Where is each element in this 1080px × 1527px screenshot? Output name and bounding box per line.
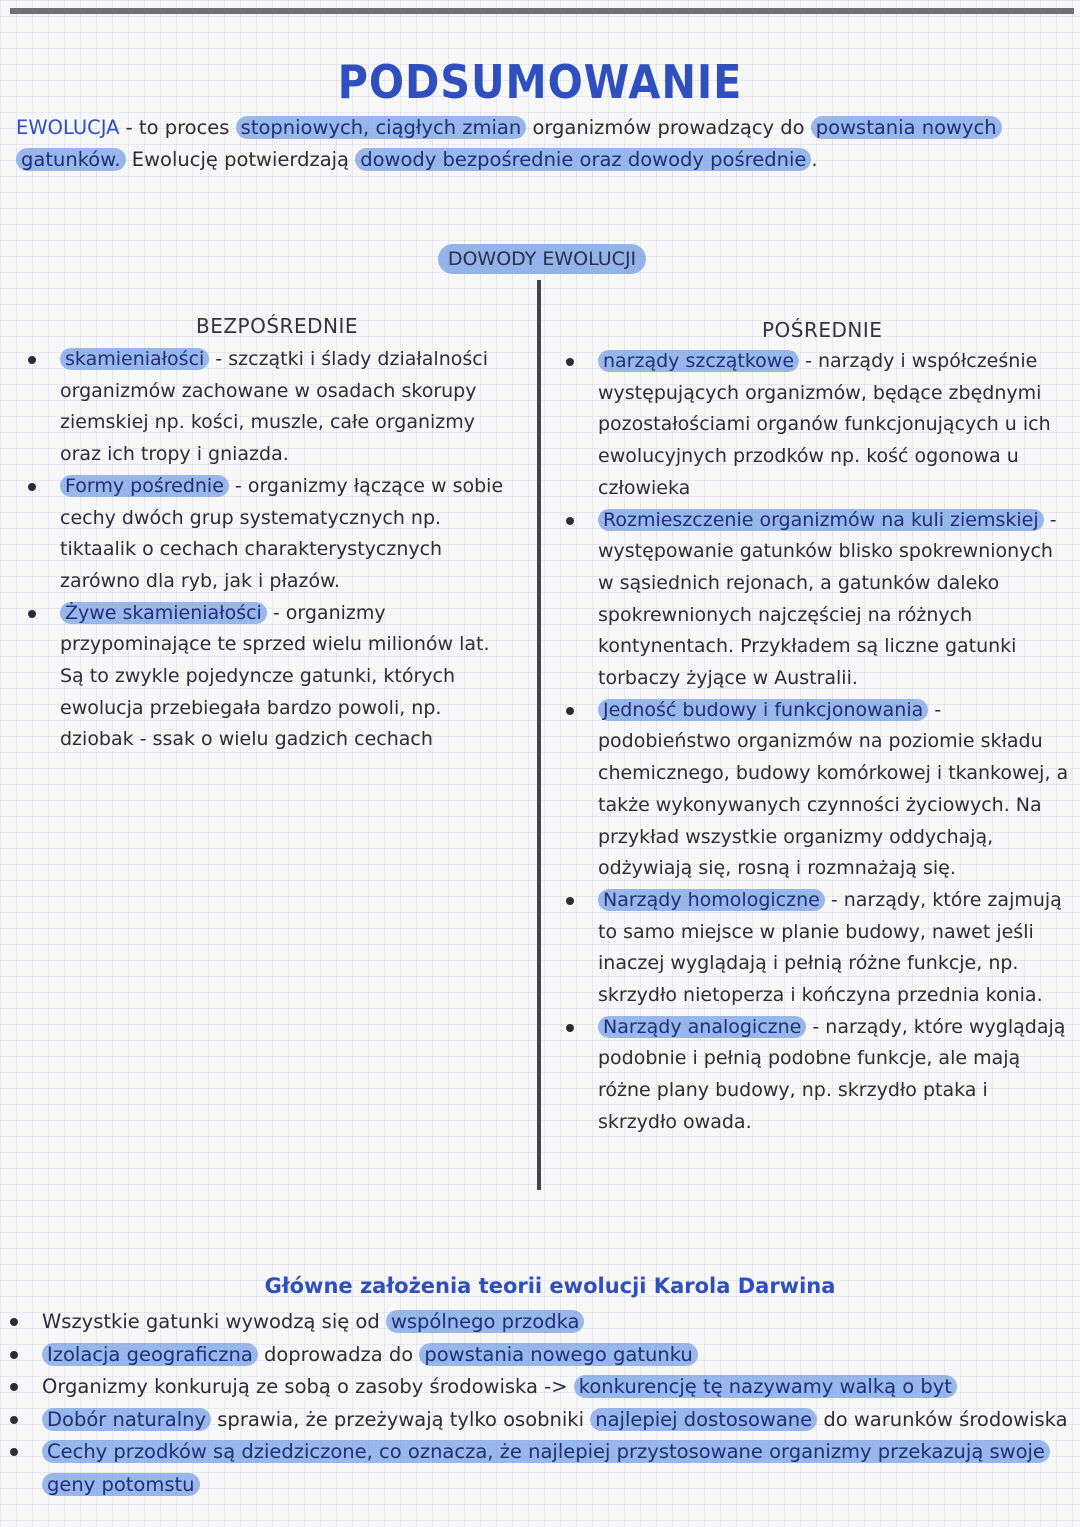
intro-text-3: Ewolucję potwierdzają — [125, 148, 356, 171]
list-item — [24, 471, 514, 598]
list-item-term: Żywe skamieniałości — [60, 602, 267, 624]
list-item-text: - organizmy łączące w sobie cechy dwóch grup systematycznych np. tiktaalik o cechach charakterystycznych zarówno dla ryb, jak i płazów. — [60, 474, 504, 592]
left-column — [24, 344, 514, 756]
list-item — [6, 1339, 1076, 1372]
item-highlight-2: powstania nowego gatunku — [419, 1343, 697, 1366]
list-item-text: - szczątki i ślady działalności organizmów zachowane w osadach skorupy ziemskiej np. kości, muszle, całe organizmy oraz ich tropy i gniazda. — [60, 348, 489, 466]
list-item-text: - organizmy przypominające te sprzed wielu milionów lat. Są to zwykle pojedyncze gatunki, których ewolucja przebiegała bardzo powoli, np. dziobak - ssak o wielu gadzich cechach — [60, 601, 490, 751]
item-text-a: Wszystkie gatunki wywodzą się od — [42, 1310, 386, 1333]
list-item-term: Jedność budowy i funkcjonowania — [598, 699, 928, 721]
item-highlight-1: konkurencję tę nazywamy walką o byt — [574, 1375, 957, 1398]
intro-highlight-1: stopniowych, ciągłych zmian — [236, 116, 527, 139]
right-list — [562, 346, 1070, 1139]
item-highlight-1: wspólnego przodka — [386, 1310, 585, 1333]
right-heading: POŚREDNIE — [762, 318, 883, 342]
right-column — [562, 346, 1070, 1139]
list-item-term: Rozmieszczenie organizmów na kuli ziemskiej — [598, 509, 1044, 531]
diagram-title-wrap — [436, 244, 648, 284]
item-highlight-1: Dobór naturalny — [42, 1408, 211, 1431]
list-item-term: Formy pośrednie — [60, 475, 229, 497]
list-item-term: Narządy analogiczne — [598, 1016, 806, 1038]
divider-line — [537, 280, 541, 1190]
item-text-a: Organizmy konkurują ze sobą o zasoby środowiska -> — [42, 1375, 574, 1398]
list-item — [562, 885, 1070, 1012]
darwin-section — [6, 1306, 1076, 1501]
list-item-term: narządy szczątkowe — [598, 350, 799, 372]
list-item-text: - narządy i współcześnie występujących organizmów, będące zbędnymi pozostałościami organów funkcjonujących u ich ewolucyjnych przodków np. kość ogonowa u człowieka — [598, 350, 1051, 499]
list-item — [562, 695, 1070, 885]
list-item — [562, 1012, 1070, 1139]
list-item-text: - narządy, które zajmują to samo miejsce w planie budowy, nawet jeśli inaczej wyglądają i pełnią różne funkcje, np. skrzydło nietoperza i kończyna przednia konia. — [598, 888, 1062, 1007]
left-list — [24, 344, 514, 756]
list-item — [6, 1436, 1076, 1501]
item-text-c: do warunków środowiska — [817, 1407, 1068, 1431]
list-item — [6, 1306, 1076, 1339]
list-item-text: - występowanie gatunków blisko spokrewnionych w sąsiednich rejonach, a gatunków daleko spokrewnionych najczęściej na różnych kontynentach. Przykładem są liczne gatunki torbaczy żyjące w Australii. — [598, 508, 1057, 690]
item-text-b: sprawia, że przeżywają tylko osobniki — [211, 1407, 591, 1431]
intro-term: EWOLUCJA — [16, 116, 120, 139]
top-rule — [10, 8, 1074, 14]
intro-text-2: organizmów prowadzący do — [526, 116, 811, 139]
left-heading: BEZPOŚREDNIE — [196, 314, 358, 338]
list-item — [24, 598, 514, 757]
darwin-list — [6, 1306, 1076, 1501]
item-highlight-1: Izolacja geograficzna — [42, 1343, 258, 1366]
intro-text-1: - to proces — [119, 116, 236, 139]
intro-text-4: . — [811, 148, 818, 171]
darwin-title: Główne założenia teorii ewolucji Karola Darwina — [264, 1274, 836, 1298]
list-item-term: Narządy homologiczne — [598, 889, 825, 911]
intro-paragraph — [16, 112, 1066, 176]
intro-highlight-2: powstania nowych gatunków. — [16, 116, 1002, 171]
list-item-text: - narządy, które wyglądają podobnie i pełnią podobne funkcje, ale mają różne plany budowy, np. skrzydło ptaka i skrzydło owada. — [598, 1015, 1066, 1133]
list-item — [562, 505, 1070, 695]
list-item-term: skamieniałości — [60, 348, 209, 370]
diagram-title: DOWODY EWOLUCJI — [438, 244, 646, 274]
item-highlight-2: najlepiej dostosowane — [590, 1408, 817, 1431]
item-text-b: doprowadza do — [257, 1342, 420, 1366]
item-highlight-1: Cechy przodków są dziedziczone, co oznacza, że najlepiej przystosowane organizmy przekazują swoje geny potomstu — [42, 1440, 1050, 1496]
list-item — [24, 344, 514, 471]
intro-highlight-3: dowody bezpośrednie oraz dowody pośrednie — [355, 148, 811, 171]
list-item — [6, 1404, 1076, 1437]
list-item-text: - podobieństwo organizmów na poziomie składu chemicznego, budowy komórkowej i tkankowej, a także wykonywanych czynności życiowych. Na przykład wszystkie organizmy oddychają, odżywiają się, rosną i rozmnażają się. — [598, 698, 1069, 880]
list-item — [562, 346, 1070, 505]
page-title: PODSUMOWANIE — [337, 54, 743, 109]
list-item — [6, 1371, 1076, 1404]
